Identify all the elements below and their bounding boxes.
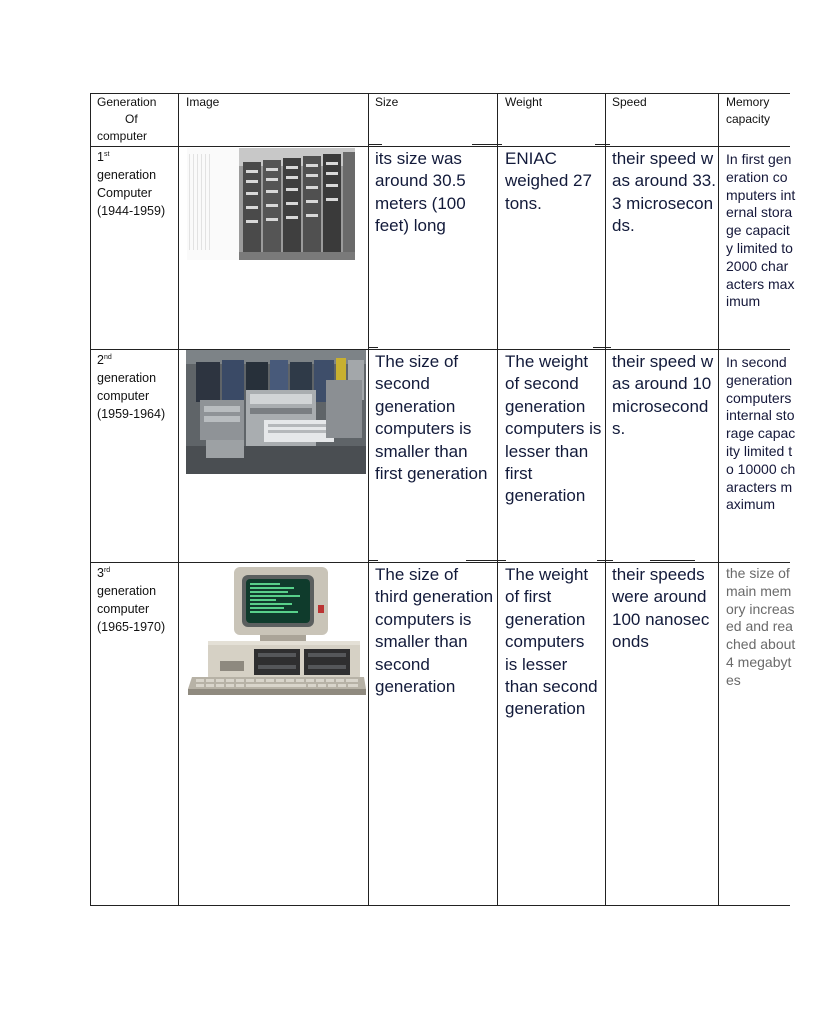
header-generation-line1: Generation (97, 95, 157, 109)
row1-gen-number: 1 (97, 150, 104, 164)
row3-memory: the size of main memory increased and reached about 4 megabytes (726, 565, 796, 688)
col-border-2 (368, 93, 369, 906)
table-bottom-border (90, 905, 790, 906)
generations-table (90, 93, 796, 906)
row1-generation (97, 148, 177, 220)
row2-weight: The weight of second generation computers is lesser than first generation (505, 352, 602, 506)
row3-gen-line2: generation (97, 584, 157, 598)
row2-gen-line3: computer (97, 389, 150, 403)
col-border-5 (718, 93, 719, 906)
header-image: Image (186, 95, 220, 109)
row1-gen-line2: generation (97, 168, 157, 182)
col-border-3 (497, 93, 498, 906)
header-generation-line2: Of (125, 112, 138, 126)
personal-computer-photo (188, 565, 366, 701)
row1-memory: In first generation computers internal storage capacity limited to 2000 characters maximum (726, 151, 796, 310)
row3-gen-years: (1965-1970) (97, 620, 166, 634)
row2-generation (97, 351, 177, 423)
col-border-1 (178, 93, 179, 906)
row3-generation (97, 564, 177, 636)
col-border-left (90, 93, 91, 906)
row3-speed: their speeds were around 100 nanoseconds (612, 565, 710, 652)
header-generation (97, 94, 175, 145)
row2-memory: In second generation computers internal storage capacity limited to 10000 characters maximum (726, 354, 796, 513)
eniac-cabinets-photo (187, 148, 355, 260)
personal-computer-photo-svg (188, 565, 366, 701)
header-memory-line2: capacity (726, 112, 771, 126)
row2-gen-line2: generation (97, 371, 157, 385)
header-speed: Speed (612, 95, 647, 109)
eniac-cabinets-photo-svg (187, 148, 355, 260)
header-memory (726, 94, 826, 128)
row2-border (90, 562, 790, 563)
header-weight: Weight (505, 95, 543, 109)
row3-weight: The weight of first generation computers is lesser than second generation (505, 565, 598, 719)
row1-size: its size was around 30.5 meters (100 feet) long (375, 149, 466, 236)
col-border-4 (605, 93, 606, 906)
row3-gen-line3: computer (97, 602, 150, 616)
header-row-border (90, 146, 790, 147)
row3-size: The size of third generation computers is smaller than second generation (375, 565, 494, 697)
row1-gen-suffix: st (103, 150, 110, 158)
row1-gen-line3: Computer (97, 186, 152, 200)
row3-gen-suffix: rd (103, 566, 111, 574)
row2-speed: their speed was around 10 microseconds. (612, 352, 714, 439)
header-memory-line1: Memory (726, 95, 770, 109)
header-generation-line3: computer (97, 129, 148, 143)
row1-speed: their speed was around 33. 3 microseconds. (612, 149, 716, 236)
row3-gen-number: 3 (97, 566, 104, 580)
header-size: Size (375, 95, 399, 109)
row2-gen-number: 2 (97, 353, 104, 367)
mainframe-console-photo-svg (186, 350, 366, 474)
row1-weight: ENIAC weighed 27 tons. (505, 149, 592, 213)
row1-gen-years: (1944-1959) (97, 204, 166, 218)
row2-gen-years: (1959-1964) (97, 407, 166, 421)
row2-size: The size of second generation computers is smaller than first generation (375, 352, 488, 484)
mainframe-console-photo (186, 350, 366, 474)
row2-gen-suffix: nd (103, 353, 112, 361)
